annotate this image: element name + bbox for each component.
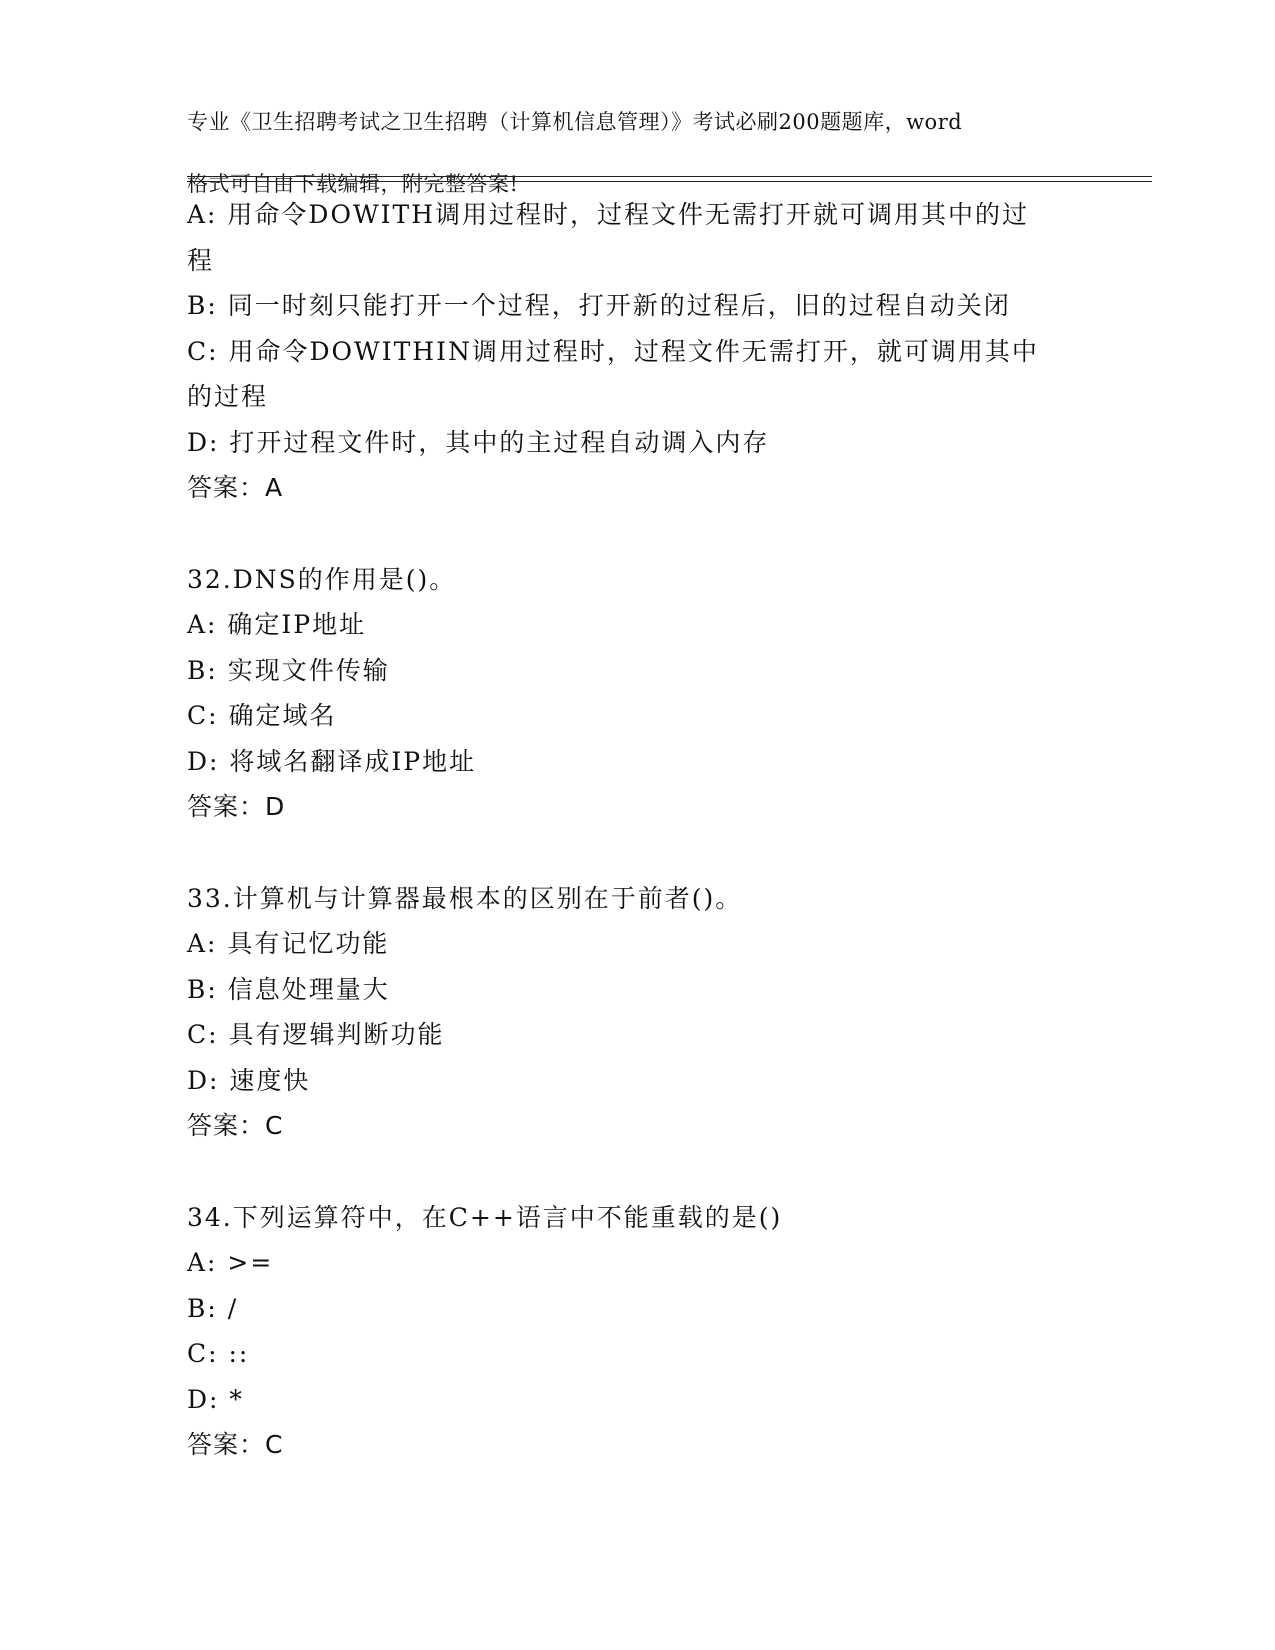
question-block-31 (187, 192, 1087, 511)
option-b: B: 实现文件传输 (187, 655, 390, 685)
option-a-continued: 程 (187, 245, 215, 275)
question-text: 32.DNS的作用是()。 (187, 564, 457, 594)
question-text: 34.下列运算符中，在C++语言中不能重载的是() (187, 1202, 783, 1232)
option-c-continued: 的过程 (187, 382, 269, 411)
question-block-33 (187, 876, 1087, 1149)
option-c: C: :: (187, 1339, 250, 1368)
answer-label: 答案：C (187, 1111, 284, 1140)
question-text: 33.计算机与计算器最根本的区别在于前者()。 (187, 883, 743, 913)
answer-label: 答案：C (187, 1430, 284, 1459)
question-list (187, 192, 1087, 1468)
question-block-32 (187, 557, 1087, 830)
option-b: B: / (187, 1293, 239, 1323)
option-b: B: 信息处理量大 (187, 974, 390, 1004)
question-block-34 (187, 1195, 1087, 1468)
header-line-2: 格式可自由下载编辑，附完整答案! (187, 172, 519, 196)
question-spacer (187, 511, 1087, 557)
option-d: D: 打开过程文件时，其中的主过程自动调入内存 (187, 427, 770, 457)
header-line-1: 专业《卫生招聘考试之卫生招聘（计算机信息管理）》考试必刷200题题库，word (187, 110, 963, 134)
option-c: C: 确定域名 (187, 701, 337, 730)
option-a: A: 用命令DOWITH调用过程时，过程文件无需打开就可调用其中的过 (187, 200, 1030, 229)
option-a: A: >= (187, 1248, 274, 1277)
question-spacer (187, 830, 1087, 876)
header-divider-bottom (187, 181, 1152, 182)
option-c: C: 具有逻辑判断功能 (187, 1020, 445, 1049)
option-a: A: 具有记忆功能 (187, 929, 390, 958)
option-c: C: 用命令DOWITHIN调用过程时，过程文件无需打开，就可调用其中 (187, 336, 1039, 366)
answer-label: 答案：D (187, 792, 286, 821)
answer-label: 答案：A (187, 473, 284, 502)
question-spacer (187, 1149, 1087, 1195)
option-d: D: 将域名翻译成IP地址 (187, 746, 477, 776)
header-divider-top (187, 176, 1152, 177)
option-d: D: 速度快 (187, 1065, 311, 1095)
option-d: D: * (187, 1384, 244, 1414)
option-b: B: 同一时刻只能打开一个过程，打开新的过程后，旧的过程自动关闭 (187, 291, 1011, 320)
option-a: A: 确定IP地址 (187, 610, 367, 639)
